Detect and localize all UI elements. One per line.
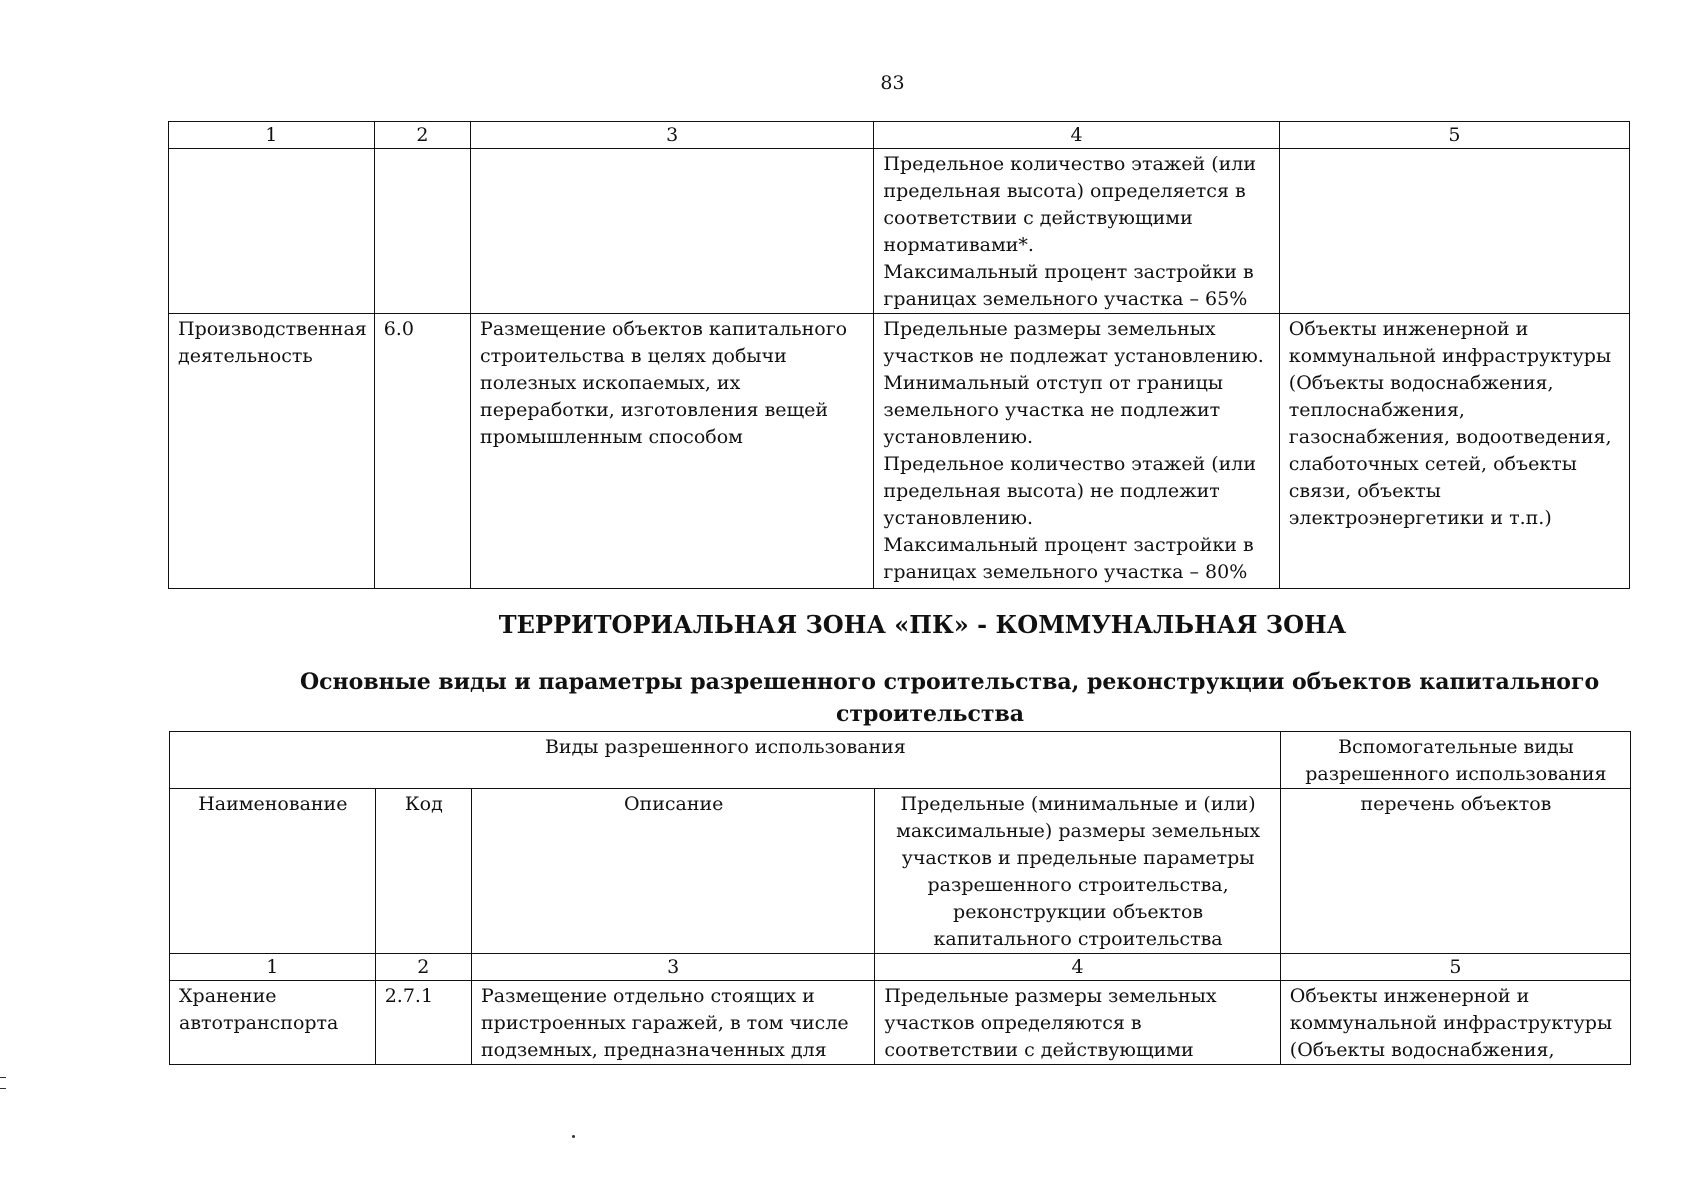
text-line: слаботочных сетей, объекты — [1288, 453, 1577, 475]
cell-description — [471, 149, 874, 314]
text-line: максимальные) размеры земельных — [896, 820, 1261, 842]
text-line: Предельное количество этажей (или — [883, 153, 1257, 175]
text-line: Предельные размеры земельных — [883, 318, 1216, 340]
text-line: коммунальной инфраструктуры — [1289, 1012, 1613, 1034]
text-line: теплоснабжения, — [1288, 399, 1465, 421]
header-code: Код — [375, 789, 471, 954]
text-line: (Объекты водоснабжения, — [1289, 1039, 1555, 1061]
text-line: электроэнергетики и т.п.) — [1288, 507, 1552, 529]
section-subtitle — [300, 666, 1600, 730]
column-number: 5 — [1280, 954, 1630, 981]
text-line: Размещение отдельно стоящих и — [481, 985, 815, 1007]
column-number: 1 — [170, 954, 376, 981]
subtitle-line: Основные виды и параметры разрешенного строительства, реконструкции объектов капитального — [300, 669, 1600, 695]
text-line: участков не подлежат установлению. — [883, 345, 1264, 367]
cell-name — [169, 149, 375, 314]
text-line: промышленным способом — [480, 426, 743, 448]
table-row — [170, 981, 1631, 1065]
text-line: установлению. — [883, 507, 1034, 529]
text-line: соответствии с действующими — [883, 207, 1193, 229]
text-line: установлению. — [883, 426, 1034, 448]
text-line: коммунальной инфраструктуры — [1288, 345, 1612, 367]
column-number: 2 — [374, 122, 470, 149]
text-line: Объекты инженерной и — [1288, 318, 1529, 340]
text-line: Предельные размеры земельных — [884, 985, 1217, 1007]
text-line: разрешенного строительства, — [927, 874, 1229, 896]
text-line: участков и предельные параметры — [901, 847, 1255, 869]
column-number: 4 — [874, 122, 1279, 149]
column-number: 2 — [375, 954, 471, 981]
text-line: Предельное количество этажей (или — [883, 453, 1257, 475]
scan-speck — [572, 1135, 575, 1138]
text-line: разрешенного использования — [1305, 763, 1607, 785]
text-line: земельного участка не подлежит — [883, 399, 1221, 421]
table-continued — [168, 121, 1630, 589]
column-number: 1 — [169, 122, 375, 149]
cell-description — [472, 981, 875, 1065]
table-column-numbers — [170, 954, 1631, 981]
column-number: 4 — [875, 954, 1280, 981]
text-line: пристроенных гаражей, в том числе — [481, 1012, 849, 1034]
cell-name — [169, 314, 375, 589]
text-line: Предельные (минимальные и (или) — [900, 793, 1256, 815]
text-line: автотранспорта — [179, 1012, 339, 1034]
column-number: 3 — [471, 122, 874, 149]
text-line: границах земельного участка – 65% — [883, 288, 1248, 310]
table-pk-zone — [169, 731, 1631, 1065]
text-line: строительства в целях добычи — [480, 345, 787, 367]
text-line: деятельность — [178, 345, 313, 367]
table-column-numbers — [169, 122, 1630, 149]
text-line: полезных ископаемых, их — [480, 372, 741, 394]
text-line: предельная высота) определяется в — [883, 180, 1246, 202]
text-line: Минимальный отступ от границы — [883, 372, 1223, 394]
cell-code: 2.7.1 — [375, 981, 471, 1065]
table-row — [169, 149, 1630, 314]
text-line: участков определяются в — [884, 1012, 1142, 1034]
table-header-row — [170, 789, 1631, 954]
cell-name — [170, 981, 376, 1065]
group-header: Виды разрешенного использования — [170, 732, 1281, 789]
cell-params — [874, 149, 1279, 314]
cell-params — [874, 314, 1279, 589]
cell-params — [875, 981, 1280, 1065]
text-line: реконструкции объектов — [953, 901, 1204, 923]
zone-title: ТЕРРИТОРИАЛЬНАЯ ЗОНА «ПК» - КОММУНАЛЬНАЯ ЗОНА — [498, 610, 1347, 639]
text-line: Вспомогательные виды — [1338, 736, 1574, 758]
text-line: подземных, предназначенных для — [481, 1039, 827, 1061]
cell-auxiliary — [1279, 149, 1629, 314]
cell-code: 6.0 — [374, 314, 470, 589]
text-line: Максимальный процент застройки в — [883, 534, 1254, 556]
subtitle-line: строительства — [835, 701, 1025, 727]
cell-code — [374, 149, 470, 314]
text-line: Размещение объектов капитального — [480, 318, 848, 340]
aux-header — [1280, 732, 1630, 789]
cell-auxiliary — [1279, 314, 1629, 589]
text-line: Максимальный процент застройки в — [883, 261, 1254, 283]
text-line: связи, объекты — [1288, 480, 1441, 502]
text-line: газоснабжения, водоотведения, — [1288, 426, 1612, 448]
text-line: предельная высота) не подлежит — [883, 480, 1220, 502]
table-group-header-row — [170, 732, 1631, 789]
column-number: 3 — [472, 954, 875, 981]
table-row — [169, 314, 1630, 589]
text-line: границах земельного участка – 80% — [883, 561, 1248, 583]
text-line: Объекты инженерной и — [1289, 985, 1530, 1007]
scan-edge-mark — [0, 1077, 6, 1089]
column-number: 5 — [1279, 122, 1629, 149]
text-line: Хранение — [179, 985, 277, 1007]
header-description: Описание — [472, 789, 875, 954]
header-aux-list: перечень объектов — [1280, 789, 1630, 954]
text-line: капитального строительства — [933, 928, 1223, 950]
text-line: (Объекты водоснабжения, — [1288, 372, 1554, 394]
header-name: Наименование — [170, 789, 376, 954]
text-line: переработки, изготовления вещей — [480, 399, 829, 421]
cell-description — [471, 314, 874, 589]
cell-auxiliary — [1280, 981, 1630, 1065]
header-params — [875, 789, 1280, 954]
text-line: Производственная — [178, 318, 367, 340]
page-number: 83 — [880, 72, 905, 94]
text-line: нормативами*. — [883, 234, 1034, 256]
text-line: соответствии с действующими — [884, 1039, 1194, 1061]
